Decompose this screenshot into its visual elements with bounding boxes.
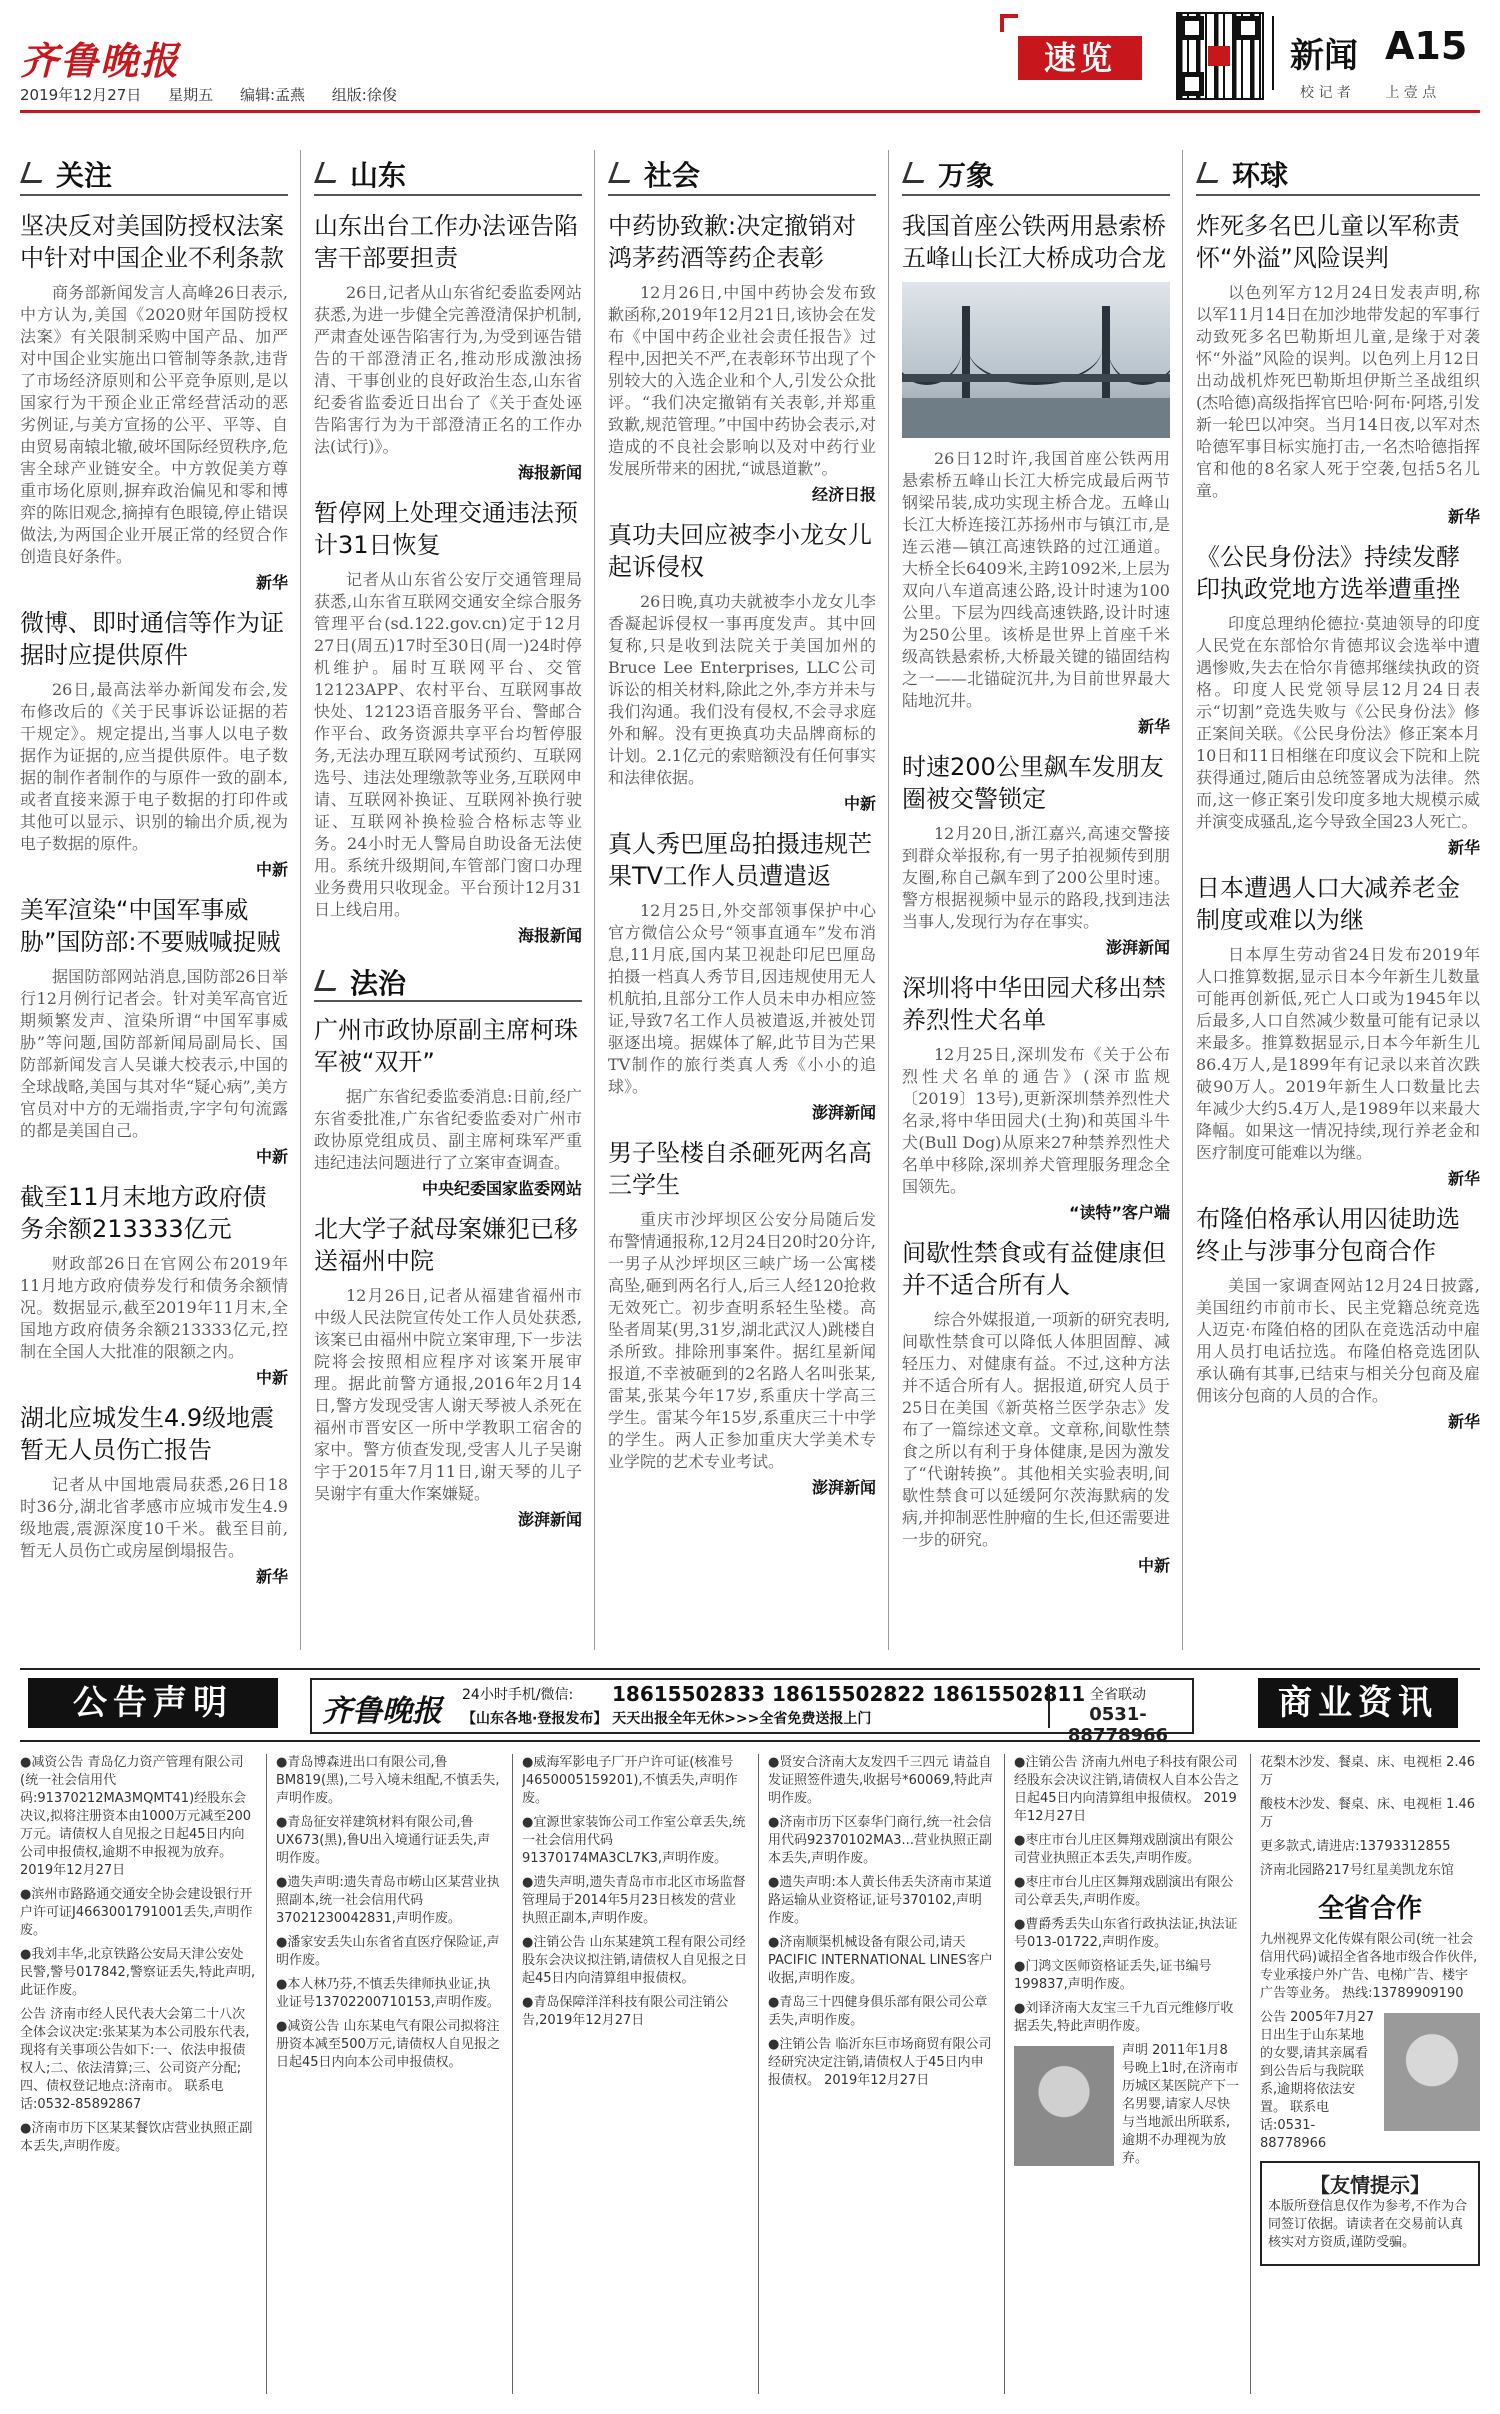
proofreader: 上 壹 点 [1385, 85, 1437, 101]
ad-line: 济南北园路217号红星美凯龙东馆 [1260, 1863, 1454, 1878]
article-body: 以色列军方12月24日发表声明,称以军11月14日在加沙地带发起的军事行动致死多名巴勒斯坦儿童,是缘于对袭怀“外溢”风险的误判。以色列上月12日出动战机炸死巴勒斯坦伊斯兰圣战组织(杰哈德)高级指挥官巴哈·阿布·阿塔,引发新一轮巴以冲突。当月14日夜,以军对杰哈德军事目标实施打击,一名杰哈德指挥官和他的8名家人死于空袭,包括5名儿童。 [1196, 283, 1480, 500]
classifieds-column-1 [20, 1754, 256, 2394]
article-source: 澎湃新闻 [811, 1103, 876, 1122]
article-title[interactable]: 日本遭遇人口大减养老金制度或难以为继 [1196, 874, 1460, 934]
section-name: 新闻 [1290, 36, 1358, 76]
proof-editors [1300, 82, 1466, 102]
classified-item: ●遗失声明:本人黄长伟丢失济南市某道路运输从业资格证,证号370102,声明作废。 [768, 1875, 992, 1926]
article[interactable] [314, 210, 582, 483]
issue-weekday: 星期五 [168, 86, 214, 104]
classified-item: ●枣庄市台儿庄区舞翔戏剧演出有限公司公章丢失,声明作废。 [1014, 1875, 1234, 1908]
article-source: “读特”客户端 [1068, 1203, 1170, 1222]
column-shehui [608, 150, 876, 1650]
article-source: 中新 [255, 1368, 288, 1387]
classifieds-column-2 [276, 1754, 502, 2394]
heading-mark-icon [1196, 162, 1225, 183]
classified-item: ●威海军影电子厂开户许可证(核准号J4650005159201),不慎丢失,声明作废。 [522, 1755, 738, 1806]
classifieds-divider [266, 1754, 267, 2394]
bridge-photo [902, 282, 1170, 438]
article[interactable] [20, 1181, 288, 1388]
cooperation-body: 九州视界文化传媒有限公司(统一社会信用代码)诚招全省各地市级合作伙伴,专业承接户外广告、电梯广告、楼宇广告等业务。 热线:13789909190 [1260, 1932, 1478, 2001]
article-body: 26日晚,真功夫就被李小龙女儿李香凝起诉侵权一事再度发声。其中回复称,只是收到法院关于美国加州的Bruce Lee Enterprises, LLC公司诉讼的相关材料,除此之外,李方并未与我们沟通。我们没有侵权,不会寻求庭外和解。没有更换真功夫品牌商标的计划。2.1亿元的索赔额没有任何事实和法律依据。 [608, 592, 876, 787]
article-source: 中央纪委国家监委网站 [421, 1179, 582, 1198]
article[interactable] [608, 1137, 876, 1498]
ad-line: 酸枝木沙发、餐桌、床、电视柜 1.46万 [1260, 1797, 1476, 1830]
classified-item: ●滨州市路路通交通安全协会建设银行开户许可证J4663001791001丢失,声明作废。 [20, 1887, 253, 1938]
hotline-label: 24小时手机/微信: [462, 1687, 574, 1703]
contact-box-label: 全省联动 [1090, 1687, 1146, 1703]
article-source: 新华 [1447, 838, 1480, 857]
article-body: 26日12时许,我国首座公铁两用悬索桥五峰山长江大桥完成最后两节钢梁吊装,成功实现主桥合龙。五峰山长江大桥连接江苏扬州市与镇江市,是连云港—镇江高速铁路的过江通道。大桥全长6409米,主跨1092米,上层为双向八车道高速公路,设计时速为100公里。下层为四线高速铁路,设计时速为250公里。该桥是世界上首座千米级高铁悬索桥,大桥最关键的锚固结构之一——北锚碇沉井,为目前世界最大陆地沉井。 [902, 449, 1170, 710]
classified-item: ●注销公告 济南九州电子科技有限公司经股东会决议注销,请债权人自本公告之日起45日内向清算组申报债权。 2019年12月27日 [1014, 1755, 1240, 1824]
article-title[interactable]: 我国首座公铁两用悬索桥五峰山长江大桥成功合龙 [902, 212, 1166, 272]
article[interactable] [314, 497, 582, 946]
classified-item: ●潘家安丢失山东省省直医疗保险证,声明作废。 [276, 1935, 500, 1968]
article-title[interactable]: 微博、即时通信等作为证据时应提供原件 [20, 609, 284, 669]
heading-mark-icon [20, 162, 49, 183]
issue-info [20, 84, 419, 105]
classified-item: ●宜源世家装饰公司工作室公章丢失,统一社会信用代码91370174MA3CL7K3,声明作废。 [522, 1815, 746, 1866]
article-body: 据广东省纪委监委消息:日前,经广东省委批准,广东省纪委监委对广州市政协原党组成员、副主席柯珠军严重违纪违法问题进行了立案审查调查。 [314, 1087, 582, 1172]
article-title[interactable]: 美军渲染“中国军事威胁”国防部:不要贼喊捉贼 [20, 896, 281, 956]
article-body: 美国一家调查网站12月24日披露,美国纽约市前市长、民主党籍总统竞选人迈克·布隆伯格的团队在竞选活动中雇用人员打电话拉选。布隆伯格竞选团队承认确有其事,已结束与相关分包商及雇佣该分包商的人员的合作。 [1196, 1276, 1480, 1405]
article[interactable] [608, 828, 876, 1123]
article[interactable] [902, 972, 1170, 1223]
classified-item: ●青岛博森进出口有限公司,鲁BM819(黑),二号入境未组配,不慎丢失,声明作废。 [276, 1755, 500, 1806]
article-title[interactable]: 布隆伯格承认用囚徒助选终止与涉事分包商合作 [1196, 1205, 1460, 1265]
qr-code-icon[interactable] [1176, 12, 1264, 100]
heading-mark-icon [314, 162, 343, 183]
classifieds-column-3 [522, 1754, 748, 2394]
article-title[interactable]: 湖北应城发生4.9级地震暂无人员伤亡报告 [20, 1404, 275, 1464]
classified-item: ●济南顺渠机械设备有限公司,请天PACIFIC INTERNATIONAL LINES客户收据,声明作废。 [768, 1935, 993, 1986]
classified-item: ●济南市历下区泰华门商行,统一社会信用代码92370102MA3...营业执照正副本丢失,声明作废。 [768, 1815, 992, 1866]
classifieds-column-6 [1260, 1754, 1480, 2394]
column-divider [300, 150, 301, 1650]
column-heading: 关注 [20, 150, 288, 196]
heading-mark-icon [314, 970, 343, 991]
article-body: 重庆市沙坪坝区公安分局随后发布警情通报称,12月24日20时20分许,一男子从沙坪坝区三峡广场一公寓楼高坠,砸到两名行人,后三人经120抢救无效死亡。初步查明系轻生坠楼。高坠者周某(男,31岁,湖北武汉人)跳楼自杀所致。排除刑事案件。据红星新闻报道,不幸被砸到的2名路人名叫张某,雷某,张某今年17岁,系重庆十学高三学生。雷某今年15岁,系重庆三十中学的学生。两人正参加重庆大学美术专业学院的艺术专业考试。 [608, 1210, 876, 1471]
corner-decoration-icon [1000, 14, 1018, 32]
masthead [0, 0, 1500, 110]
classifieds-divider [1250, 1754, 1251, 2394]
article-source: 中新 [843, 794, 876, 813]
article-title[interactable]: 时速200公里飙车发朋友圈被交警锁定 [902, 753, 1164, 813]
article[interactable] [902, 210, 1170, 737]
classified-item: ●青岛征安祥建筑材料有限公司,鲁UX673(黑),鲁U出入境通行证丢失,声明作废。 [276, 1815, 491, 1866]
friendly-reminder [1260, 2161, 1480, 2266]
article-source: 澎湃新闻 [517, 1510, 582, 1529]
page-number: A15 [1385, 24, 1468, 68]
article-body: 12月26日,中国中药协会发布致歉函称,2019年12月21日,该协会在发布《中国中药企业社会责任报告》过程中,因把关不严,在表彰环节出现了个别较大的入选企业和个人,引发公众批评。“我们决定撤销有关表彰,并郑重致歉,规范管理。”中国中药协会表示,对造成的不良社会影响以及对中药行业发展所带来的困扰,“诚恳道歉”。 [608, 283, 876, 478]
classified-item: ●青岛三十四健身俱乐部有限公司公章丢失,声明作废。 [768, 1995, 988, 2028]
article[interactable] [1196, 541, 1480, 858]
article-source: 新华 [1447, 507, 1480, 526]
article-source: 中新 [1137, 1556, 1170, 1575]
subsection-heading: 法治 [314, 960, 582, 1002]
cooperation-title: 全省合作 [1317, 1894, 1422, 1924]
article-body: 印度总理纳伦德拉·莫迪领导的印度人民党在东部恰尔肯德邦议会选举中遭遇惨败,失去在恰尔肯德邦继续执政的资格。印度人民党领导层12月24日表示“切割”竞选失败与《公民身份法》修正案间关联。《公民身份法》修正案本月10日和11日相继在印度议会下院和上院获得通过,随后由总统签署成为法律。然而,这一修正案引发印度多地大规模示威并演变成骚乱,迄今导致全国23人死亡。 [1196, 614, 1480, 831]
article-body: 综合外媒报道,一项新的研究表明,间歇性禁食可以降低人体胆固醇、减轻压力、对健康有益。不过,这种方法并不适合所有人。据报道,研究人员于25日在美国《新英格兰医学杂志》发布了一篇综述文章。文章称,间歇性禁食之所以有利于身体健康,是因为激发了“代谢转换”。其他相关实验表明,间歇性禁食可以延缓阿尔茨海默病的发病,并抑制恶性肿瘤的生长,但还需要进一步的研究。 [902, 1310, 1170, 1549]
article-title[interactable]: 男子坠楼自杀砸死两名高三学生 [608, 1139, 872, 1199]
column-heading: 环球 [1196, 150, 1480, 196]
classifieds-logo: 齐鲁晚报 [322, 1694, 442, 1729]
classifieds-slogan: 【山东各地·登报发布】 天天出报全年无休>>>全省免费送报上门 [462, 1711, 872, 1727]
top-rule [20, 110, 1480, 113]
classifieds-column-4 [768, 1754, 994, 2394]
article-title[interactable]: 炸死多名巴儿童以军称责怀“外溢”风险误判 [1196, 212, 1460, 272]
baby-photo [1014, 2046, 1114, 2166]
article-source: 中新 [255, 860, 288, 879]
column-divider [594, 150, 595, 1650]
article-source: 新华 [1447, 1412, 1480, 1431]
article-title[interactable]: 截至11月末地方政府债务余额213333亿元 [20, 1183, 267, 1243]
article[interactable] [20, 894, 288, 1167]
classified-item: 公告 济南市经人民代表大会第二十八次全体会议决定:张某某为本公司股东代表,现将有关事项公告如下:一、依法申报债权人;二、依法清算;三、公司资产分配;四、债权登记地点:济南市。 联系电话:0532-85892867 [20, 2007, 250, 2112]
classified-item: ●刘译济南大友宝三千九百元维修厅收据丢失,特此声明作废。 [1014, 2001, 1234, 2034]
classified-item: ●减资公告 青岛亿力资产管理有限公司(统一社会信用代码:91370212MA3MQMT41)经股东会决议,拟将注册资本由1000万元减至200万元。请债权人自见报之日起45日内向公司申报债权,逾期不申报视为放弃。 2019年12月27日 [20, 1755, 252, 1878]
article-source: 新华 [1137, 717, 1170, 736]
business-tag: 商业资讯 [1258, 1678, 1458, 1728]
article[interactable] [314, 1213, 582, 1530]
classified-item: ●减资公告 山东某电气有限公司拟将注册资本减至500万元,请债权人自见报之日起45日内向本公司申报债权。 [276, 2019, 500, 2070]
classified-item: ●曹爵秀丢失山东省行政执法证,执法证号013-01722,声明作废。 [1014, 1917, 1238, 1950]
column-huanqiu [1196, 150, 1480, 1650]
article-source: 澎湃新闻 [1105, 938, 1170, 957]
masthead-divider [1272, 16, 1274, 90]
classified-item: ●贤安合济南大友发四千三四元 请益自发证照签件遗失,收据号*60069,特此声明作废。 [768, 1755, 994, 1806]
article[interactable] [20, 210, 288, 593]
article-body: 26日,最高法举办新闻发布会,发布修改后的《关于民事诉讼证据的若干规定》。规定提出,当事人以电子数据作为证据的,应当提供原件。电子数据的制作者制作的与原件一致的副本,或者直接来源于电子数据的打印件或其他可以显示、识别的输出介质,视为电子数据的原件。 [20, 680, 288, 853]
contact-box-phone[interactable]: 0531-88778966 [1067, 1704, 1169, 1746]
infant-photo [1384, 2013, 1480, 2131]
article-title[interactable]: 真人秀巴厘岛拍摄违规芒果TV工作人员遭遣返 [608, 830, 872, 890]
article[interactable] [1196, 210, 1480, 527]
classifieds-section [20, 1668, 1480, 2398]
article-source: 海报新闻 [517, 463, 582, 482]
classified-item: ●遗失声明:遗失青岛市崂山区某营业执照副本,统一社会信用代码37021230042831,声明作废。 [276, 1875, 500, 1926]
article-title[interactable]: 坚决反对美国防授权法案中针对中国企业不利条款 [20, 212, 284, 272]
article-body: 商务部新闻发言人高峰26日表示,中方认为,美国《2020财年国防授权法案》有关限制采购中国产品、加严对中国企业实施出口管制等条款,违背了市场经济原则和公平竞争原则,是以国家行为干预企业正常经营活动的恶劣例证,与美方宣扬的公平、平等、自由贸易南辕北辙,破坏国际经贸秩序,危害全球产业链安全。中方敦促美方尊重市场化原则,摒弃政治偏见和零和博弈的陈旧观念,摘掉有色眼镜,停止错误做法,为两国企业开展正常的经贸合作创造良好条件。 [20, 283, 288, 566]
brand-tag-box [1000, 14, 1158, 86]
column-heading: 万象 [902, 150, 1170, 196]
article[interactable] [608, 210, 876, 505]
column-guanzhu [20, 150, 288, 1650]
article-title[interactable]: 暂停网上处理交通违法预计31日恢复 [314, 499, 578, 559]
article[interactable] [20, 1402, 288, 1587]
article-source: 海报新闻 [517, 926, 582, 945]
heading-mark-icon [608, 162, 637, 183]
article-body: 12月26日,记者从福建省福州市中级人民法院宣传处工作人员处获悉,该案已由福州中院立案审理,下一步法院将会按照相应程序对该案开展审理。据此前警方通报,2016年2月14日,警方发现受害人谢天琴被人杀死在福州市晋安区一所中学教职工宿舍的家中。警方侦查发现,受害人儿子吴谢宇于2015年7月11日,谢天琴的儿子吴谢宇有重大作案嫌疑。 [314, 1286, 582, 1503]
article-body: 记者从山东省公安厅交通管理局获悉,山东省互联网交通安全综合服务管理平台(sd.122.gov.cn)定于12月27日(周五)17时至30日(周一)24时停机维护。届时互联网平台、交管12123APP、农村平台、互联网事故快处、12123语音服务平台、警邮合作平台、政务资源共享平台均暂停服务,无法办理互联网考试预约、互联网选号、违法处理缴款等业务,互联网申请、互联网补换证、互联网补换行驶证、互联网补换检验合格标志等业务。24小时无人警局自助设备无法使用。系统升级期间,车管部门窗口办理业务费用只收现金。平台预计12月31日上线启用。 [314, 570, 582, 919]
classified-item: ●注销公告 临沂东巨市场商贸有限公司经研究决定注销,请债权人于45日内申报债权。 2019年12月27日 [768, 2037, 992, 2088]
friendly-reminder-title: 【友情提示】 [1310, 2173, 1430, 2197]
article-title[interactable]: 广州市政协原副主席柯珠军被“双开” [314, 1016, 578, 1076]
article-source: 新华 [1447, 1169, 1480, 1188]
column-divider [888, 150, 889, 1650]
classified-item: ●注销公告 山东某建筑工程有限公司经股东会决议拟注销,请债权人自见报之日起45日内向清算组申报债权。 [522, 1935, 748, 1986]
article-title[interactable]: 山东出台工作办法诬告陷害干部要担责 [314, 212, 578, 272]
article-body: 日本厚生劳动省24日发布2019年人口推算数据,显示日本今年新生儿数量可能再创新低,死亡人口或为1945年以后最多,人口自然减少数量可能有记录以来最多。推算数据显示,日本今年新生儿86.4万人,是1899年有记录以来首次跌破90万人。2019年新生人口数量比去年减少大约5.4万人,是1989年以来最大降幅。如果这一情况持续,现行养老金和医疗制度可能难以为继。 [1196, 945, 1480, 1162]
article-source: 澎湃新闻 [811, 1478, 876, 1497]
article[interactable] [902, 751, 1170, 958]
classified-notice: 声明 2011年1月8号晚上1时,在济南市历城区某医院产下一名男婴,请家人尽快与当地派出所联系,逾期不办理视为放弃。 [1122, 2043, 1240, 2166]
classified-item: ●济南市历下区某某餐饮店营业执照正副本丢失,声明作废。 [20, 2121, 253, 2154]
article-title[interactable]: 间歇性禁食或有益健康但并不适合所有人 [902, 1239, 1166, 1299]
article-title[interactable]: 真功夫回应被李小龙女儿起诉侵权 [608, 521, 872, 581]
article-source: 中新 [255, 1147, 288, 1166]
classified-item: ●遗失声明,遗失青岛市市北区市场监督管理局于2014年5月23日核发的营业执照正副本,声明作废。 [522, 1875, 746, 1926]
column-divider [1182, 150, 1183, 1650]
classified-item: ●青岛保障洋洋科技有限公司注销公告,2019年12月27日 [522, 1995, 729, 2028]
classifieds-column-5 [1014, 1754, 1240, 2394]
classifieds-header [20, 1668, 1480, 1746]
article-body: 26日,记者从山东省纪委监委网站获悉,为进一步健全完善澄清保护机制,严肃查处诬告陷害行为,为受到诬告错告的干部澄清正名,推动形成激浊扬清、干事创业的良好政治生态,山东省纪委省监委近日出台了《关于查处诬告陷害行为为干部澄清正名的工作办法(试行)》。 [314, 283, 582, 456]
classified-item: ●门鸿文医师资格证丢失,证书编号199837,声明作废。 [1014, 1959, 1212, 1992]
classifieds-divider [1004, 1754, 1005, 2394]
column-heading: 山东 [314, 150, 582, 196]
friendly-reminder-body: 本版所登信息仅作为参考,不作为合同签订依据。请读者在交易前认真核实对方资质,谨防受骗。 [1268, 2199, 1468, 2250]
heading-mark-icon [902, 162, 931, 183]
article[interactable] [608, 519, 876, 814]
column-heading: 社会 [608, 150, 876, 196]
article-title[interactable]: 《公民身份法》持续发酵印执政党地方选举遭重挫 [1196, 543, 1460, 603]
classifieds-divider [512, 1754, 513, 2394]
article[interactable] [20, 607, 288, 880]
brand-tag: 速览 [1018, 36, 1142, 80]
classifieds-divider [758, 1754, 759, 2394]
article[interactable] [314, 1014, 582, 1199]
contact-box [1048, 1684, 1186, 1746]
classifieds-banner [310, 1678, 1194, 1746]
hotline-phones[interactable]: 18615502833 18615502822 18615502811 [612, 1682, 1086, 1706]
article[interactable] [1196, 1203, 1480, 1432]
article-body: 财政部26日在官网公布2019年11月地方政府债券发行和债务余额情况。数据显示,截至2019年11月末,全国地方政府债务余额213333亿元,控制在全国人大批准的限额之内。 [20, 1254, 288, 1361]
article-source: 新华 [255, 1567, 288, 1586]
classified-item: ●本人林乃芬,不慎丢失律师执业证,执业证号13702200710153,声明作废。 [276, 1977, 500, 2010]
article-title[interactable]: 深圳将中华田园犬移出禁养烈性犬名单 [902, 974, 1166, 1034]
issue-date: 2019年12月27日 [20, 86, 142, 104]
article-body: 12月25日,外交部领事保护中心官方微信公众号“领事直通车”发布消息,11月底,国内某卫视赴印尼巴厘岛拍摄一档真人秀节目,因违规使用无人机航拍,且部分工作人员未申办相应签证,导致7名工作人员被遣返,并被处罚驱逐出境。据媒体了解,此节目为芒果TV制作的旅行类真人秀《小小的追球》。 [608, 901, 876, 1096]
article-body: 记者从中国地震局获悉,26日18时36分,湖北省孝感市应城市发生4.9级地震,震源深度10千米。截至目前,暂无人员伤亡或房屋倒塌报告。 [20, 1475, 288, 1560]
article-title[interactable]: 北大学子弑母案嫌犯已移送福州中院 [314, 1215, 578, 1275]
issue-editor: 编辑:孟燕 [239, 86, 305, 104]
article-title[interactable]: 中药协致歉:决定撤销对鸿茅药酒等药企表彰 [608, 212, 857, 272]
article[interactable] [1196, 872, 1480, 1189]
classified-item: ●枣庄市台儿庄区舞翔戏剧演出有限公司营业执照正本丢失,声明作废。 [1014, 1833, 1234, 1866]
article-source: 经济日报 [811, 485, 876, 504]
ad-line: 更多款式,请进店:13793312855 [1260, 1839, 1451, 1854]
proof-editor: 校 记 者 [1300, 85, 1351, 101]
ad-line: 花梨木沙发、餐桌、床、电视柜 2.46万 [1260, 1755, 1476, 1788]
article-body: 据国防部网站消息,国防部26日举行12月例行记者会。针对美军高官近期频繁发声、渲染所谓“中国军事威胁”等问题,国防部新闻局副局长、国防部新闻发言人吴谦大校表示,中国的全球战略,美国与其对华“疑心病”,美方官员对中方的无端指责,字字句句流露的都是美国自己。 [20, 967, 288, 1140]
article[interactable] [902, 1237, 1170, 1576]
classified-notice: 公告 2005年7月27日出生于山东某地的女婴,请其亲属看到公告后与我院联系,逾期将依法安置。 联系电话:0531-88778966 [1260, 2010, 1375, 2151]
newspaper-logo: 齐鲁晚报 [20, 38, 181, 83]
classified-item: ●我刘丰华,北京铁路公安局天津公安处民警,警号017842,警察证丢失,特此声明,此证作废。 [20, 1947, 256, 1998]
article-source: 新华 [255, 573, 288, 592]
article-body: 12月20日,浙江嘉兴,高速交警接到群众举报称,有一男子拍视频传到朋友圈,称自己飙车到了200公里时速。警方根据视频中显示的路段,找到违法当事人,发现行为存在事实。 [902, 824, 1170, 931]
column-shandong [314, 150, 582, 1650]
notice-tag: 公告声明 [28, 1678, 278, 1728]
issue-layout: 组版:徐俊 [331, 86, 397, 104]
article-body: 12月25日,深圳发布《关于公布烈性犬名单的通告》(深市监规〔2019〕13号),更新深圳禁养烈性犬名录,将中华田园犬(土狗)和英国斗牛犬(Bull Dog)从原来27种禁养烈性犬名单中移除,深圳养犬管理服务理念全国领先。 [902, 1045, 1170, 1196]
column-wanxiang [902, 150, 1170, 1650]
